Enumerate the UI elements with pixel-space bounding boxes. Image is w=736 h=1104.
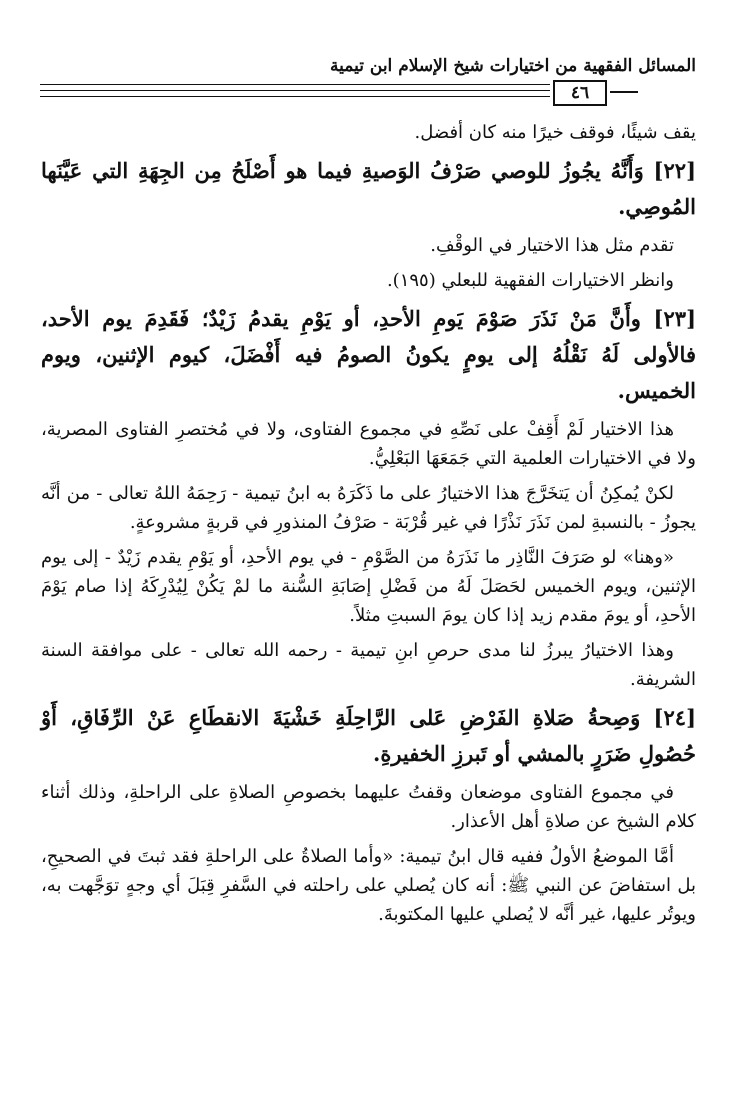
paragraph: هذا الاختيار لَمْ أَقِفْ على نَصِّهِ في مجموع الفتاوى، ولا في مُختصرِ الفتاوى المصرية، ولا في الاختيارات العلمية التي جَمَعَهَا البَعْلِيُّ. [41,419,696,469]
paragraph: وانظر الاختيارات الفقهية للبعلي (١٩٥). [386,270,674,291]
header-rule [40,84,550,85]
section-heading-24: [٢٤] وَصِحةُ صَلاةِ الفَرْضِ عَلى الرَّاحِلَةِ خَشْيَةَ الانقطَاعِ عَنْ الرِّفَاقِ، أَوْ حُصُولِ ضَرَرٍ بالمشي أو تَبرزِ الخفيرةِ. [41,705,696,766]
paragraph: لكنْ يُمكِنُ أن يَتخَرَّجَ هذا الاختيارُ على ما ذَكَرَهُ به ابنُ تيمية - رَحِمَهُ اللهُ تعالى - من أنَّه يجوزُ - بالنسبةِ لمن نَذَرَ نَذْرًا في غير قُرْبَة - صَرْفُ المنذورِ في قربةٍ مشروعةٍ. [41,483,696,533]
page-number: ٤٦ [553,80,607,106]
header-rule [40,96,550,97]
paragraph: في مجموع الفتاوى موضعان وقفتُ عليهما بخصوصِ الصلاةِ على الراحلةِ، وذلك أثناء كلام الشيخ عن صلاةِ أهل الأعذار. [41,782,696,832]
section-heading-23: [٢٣] وأَنَّ مَنْ نَذَرَ صَوْمَ يَومِ الأحدِ، أو يَوْمِ يقدمُ زَيْدٌ؛ فَقَدِمَ يوم الأحد، فالأولى لَهُ نَقْلُهُ إلى يومٍ يكونُ الصومُ فيه أَفْضَلَ، كيوم الإثنين، ويوم الخميس. [41,306,696,403]
section-heading-22: [٢٢] وَأَنَّهُ يجُوزُ للوصي صَرْفُ الوَصيةِ فيما هو أَصْلَحُ مِن الجِهَةِ التي عَيَّنَها المُوصِي. [41,158,696,219]
paragraph: وهذا الاختيارُ يبرزُ لنا مدى حرصِ ابنِ تيمية - رحمه الله تعالى - على موافقة السنة الشريفة. [41,640,696,690]
header-dash [610,91,638,93]
page-body [41,118,696,935]
running-header-title: المسائل الفقهية من اختيارات شيخ الإسلام ابن تيمية [330,56,696,76]
paragraph: «وهنا» لو صَرَفَ النَّاذِر ما نَذَرَهُ من الصَّوْمِ - في يوم الأحدِ، أو يَوْمِ يقدم زَيْدٌ - إلى يوم الإثنين، ويوم الخميس لحَصَلَ لَهُ من فَضْلِ إصَابَةِ السُّنة ما لمْ يَكُنْ لِيُدْرِكَهُ إذا صام يَوْمَ الأحدِ، أو يومَ مقدم زيد إذا كان يومَ السبتِ مثلاً. [41,547,696,626]
header-rule [40,90,550,91]
paragraph: تقدم مثل هذا الاختيار في الوقْفِ. [430,235,674,256]
paragraph: أمَّا الموضعُ الأولُ ففيه قال ابنُ تيمية: «وأما الصلاةُ على الراحلةِ فقد ثبتَ في الصحيحِ، بل استفاضَ عن النبي ﷺ: أنه كان يُصلي على راحلته في السَّفرِ قِبَلَ أي وجهٍ توَجَّهت به، ويوتُر عليها، غير أنَّه لا يُصلي عليها المكتوبةَ. [41,846,696,925]
paragraph: يقف شيئًا، فوقف خيرًا منه كان أفضل. [414,122,696,143]
